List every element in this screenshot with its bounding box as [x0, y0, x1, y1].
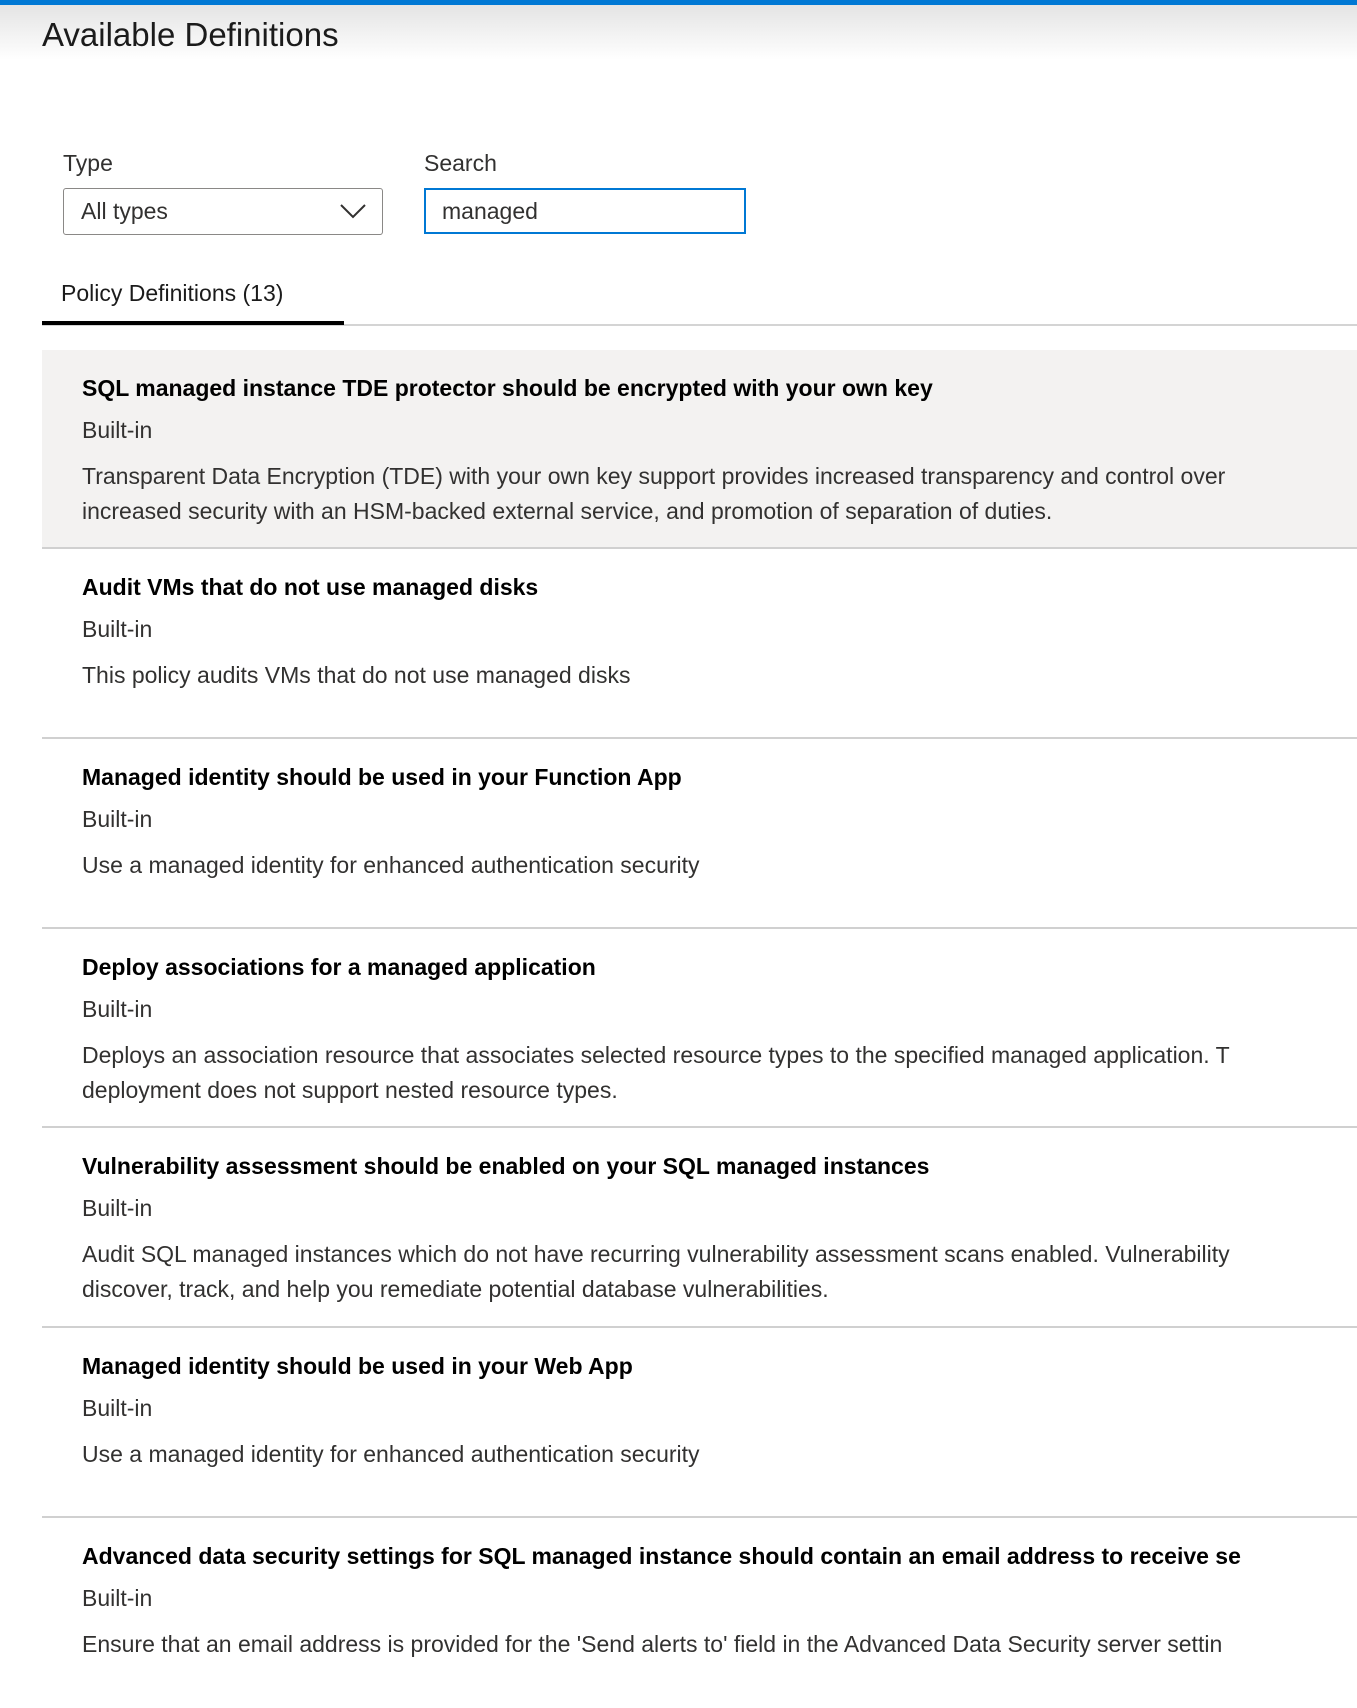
definition-row[interactable] — [42, 549, 1357, 739]
definition-row[interactable] — [42, 1128, 1357, 1328]
definition-row[interactable] — [42, 1328, 1357, 1518]
type-filter-dropdown[interactable] — [63, 188, 383, 235]
tab-bar — [42, 272, 1357, 326]
definition-row[interactable] — [42, 929, 1357, 1128]
type-filter-value: All types — [81, 198, 168, 224]
definition-row[interactable] — [42, 739, 1357, 929]
definition-description — [82, 1437, 1357, 1472]
description-line: Transparent Data Encryption (TDE) with your own key support provides increased transparency and control over — [82, 463, 1226, 489]
search-input[interactable] — [442, 196, 732, 226]
definition-description — [82, 1237, 1357, 1307]
description-line: Use a managed identity for enhanced authentication security — [82, 1441, 700, 1467]
definition-title: Vulnerability assessment should be enabled on your SQL managed instances — [82, 1153, 930, 1179]
definition-description — [82, 459, 1357, 529]
description-line: Deploys an association resource that associates selected resource types to the specified managed application. T — [82, 1042, 1230, 1068]
active-tab-indicator — [42, 321, 344, 325]
definition-title: Deploy associations for a managed application — [82, 954, 596, 980]
definition-type: Built-in — [82, 996, 153, 1022]
definition-description — [82, 848, 1357, 883]
type-filter-label: Type — [63, 150, 113, 176]
definition-title: Managed identity should be used in your Web App — [82, 1353, 633, 1379]
definition-title: Advanced data security settings for SQL managed instance should contain an email address to receive se — [82, 1543, 1241, 1569]
description-line: Audit SQL managed instances which do not have recurring vulnerability assessment scans enabled. Vulnerability — [82, 1241, 1230, 1267]
definition-description — [82, 1627, 1357, 1662]
definition-type: Built-in — [82, 616, 153, 642]
tab-label: Policy Definitions (13) — [61, 280, 284, 306]
definition-type: Built-in — [82, 417, 153, 443]
definitions-list — [42, 350, 1357, 1708]
definition-title: Managed identity should be used in your Function App — [82, 764, 682, 790]
definition-row[interactable] — [42, 1518, 1357, 1708]
description-line: discover, track, and help you remediate potential database vulnerabilities. — [82, 1276, 829, 1302]
description-line: increased security with an HSM-backed external service, and promotion of separation of duties. — [82, 498, 1053, 524]
search-box[interactable] — [424, 188, 746, 234]
definition-description — [82, 658, 1357, 693]
chevron-down-icon — [340, 201, 366, 221]
definition-title: Audit VMs that do not use managed disks — [82, 574, 539, 600]
definition-row[interactable] — [42, 350, 1357, 549]
definition-type: Built-in — [82, 1395, 153, 1421]
page-title: Available Definitions — [42, 16, 339, 53]
description-line: deployment does not support nested resource types. — [82, 1077, 618, 1103]
search-label: Search — [424, 150, 497, 176]
definition-type: Built-in — [82, 1195, 153, 1221]
description-line: Use a managed identity for enhanced authentication security — [82, 852, 700, 878]
definition-title: SQL managed instance TDE protector should be encrypted with your own key — [82, 375, 933, 401]
definition-type: Built-in — [82, 1585, 153, 1611]
description-line: Ensure that an email address is provided for the 'Send alerts to' field in the Advanced Data Security server settin — [82, 1631, 1223, 1657]
description-line: This policy audits VMs that do not use managed disks — [82, 662, 631, 688]
definition-description — [82, 1038, 1357, 1108]
definition-type: Built-in — [82, 806, 153, 832]
tab-policy-definitions[interactable] — [42, 272, 344, 326]
